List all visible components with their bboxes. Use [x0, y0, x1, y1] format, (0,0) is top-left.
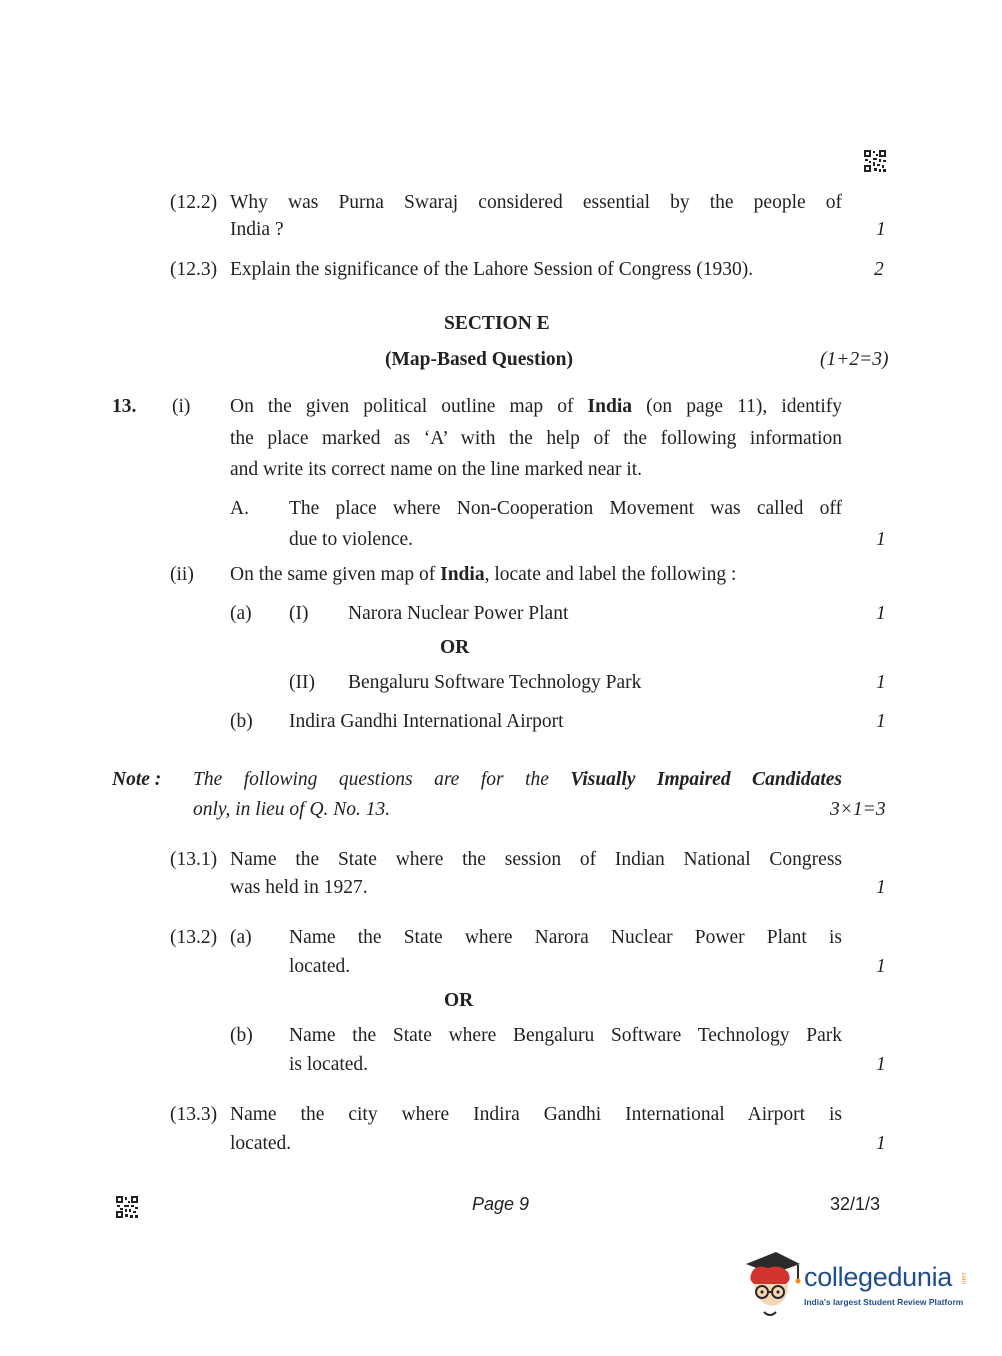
question-13-3-line1: Name the city where Indira Gandhi International Airport is: [230, 1104, 842, 1125]
question-13-2-b-marks: 1: [876, 1054, 886, 1075]
collegedunia-brand: collegedunia: [804, 1262, 953, 1292]
question-13-2-b-line2: is located.: [289, 1054, 369, 1075]
question-13-ii-I-text: Narora Nuclear Power Plant: [348, 603, 569, 624]
question-13-2-a-line1: Name the State where Narora Nuclear Power Plant is: [289, 927, 842, 948]
question-13-ii-II-text: Bengaluru Software Technology Park: [348, 672, 642, 693]
question-13-1-line1: Name the State where the session of Indian National Congress: [230, 849, 842, 870]
qr-code-icon: [116, 1196, 138, 1218]
question-12-3-marks: 2: [874, 259, 884, 280]
question-13-1-marks: 1: [876, 877, 886, 898]
question-13-2-a-marks: 1: [876, 956, 886, 977]
question-13-2-or: OR: [444, 990, 474, 1011]
question-12-2-marks: 1: [876, 219, 886, 240]
note-line1: The following questions are for the Visually Impaired Candidates: [193, 769, 842, 790]
question-number-12-2: (12.2): [170, 192, 218, 213]
question-13-ii-a-label: (a): [230, 603, 252, 624]
question-13-2-a-line2: located.: [289, 956, 351, 977]
question-13-3-marks: 1: [876, 1133, 886, 1154]
collegedunia-dotcom: .com: [960, 1271, 966, 1285]
question-13-i-line1: On the given political outline map of India (on page 11), identify: [230, 396, 842, 417]
question-number-13-2: (13.2): [170, 927, 218, 948]
question-13-ii-I-marks: 1: [876, 603, 886, 624]
question-13-ii-b-text: Indira Gandhi International Airport: [289, 711, 564, 732]
question-13-i-line2: the place marked as ‘A’ with the help of the following information: [230, 428, 842, 449]
note-line2: only, in lieu of Q. No. 13.: [193, 799, 391, 820]
question-13-ii-I-label: (I): [289, 603, 309, 624]
question-number-13-1: (13.1): [170, 849, 218, 870]
qr-code-icon: [864, 150, 886, 172]
question-13-1-line2: was held in 1927.: [230, 877, 368, 898]
collegedunia-tagline: India's largest Student Review Platform: [804, 1297, 964, 1307]
question-13-ii-text: On the same given map of India, locate and label the following :: [230, 564, 737, 585]
question-13-2-a-label: (a): [230, 927, 252, 948]
page-number: Page 9: [472, 1194, 530, 1214]
question-13-i-line3: and write its correct name on the line marked near it.: [230, 459, 643, 480]
question-13-i-A-marks: 1: [876, 529, 886, 550]
question-13-ii-II-marks: 1: [876, 672, 886, 693]
question-number-13: 13.: [112, 396, 137, 417]
section-marks: (1+2=3): [820, 349, 889, 370]
question-13-i-A-line2: due to violence.: [289, 529, 413, 550]
question-13-ii-II-label: (II): [289, 672, 315, 693]
question-13-ii-b-label: (b): [230, 711, 253, 732]
question-13-ii-or: OR: [440, 637, 470, 658]
section-subtitle: (Map-Based Question): [385, 349, 573, 370]
question-number-13-3: (13.3): [170, 1104, 218, 1125]
question-12-2-line2: India ?: [230, 219, 284, 240]
note-marks: 3×1=3: [830, 799, 886, 820]
collegedunia-mascot-icon: [742, 1250, 802, 1320]
question-13-3-line2: located.: [230, 1133, 292, 1154]
section-title: SECTION E: [444, 313, 550, 334]
question-13-2-b-line1: Name the State where Bengaluru Software Technology Park: [289, 1025, 842, 1046]
question-12-3-text: Explain the significance of the Lahore Session of Congress (1930).: [230, 259, 754, 280]
question-13-i-A-label: A.: [230, 498, 249, 519]
question-13-ii-b-marks: 1: [876, 711, 886, 732]
question-13-i-A-line1: The place where Non-Cooperation Movement was called off: [289, 498, 842, 519]
note-label: Note :: [112, 769, 162, 790]
question-13-i-label: (i): [172, 396, 191, 417]
question-number-12-3: (12.3): [170, 259, 218, 280]
paper-code: 32/1/3: [830, 1194, 881, 1214]
question-13-2-b-label: (b): [230, 1025, 253, 1046]
question-13-ii-label: (ii): [170, 564, 194, 585]
question-12-2-line1: Why was Purna Swaraj considered essential by the people of: [230, 192, 842, 213]
